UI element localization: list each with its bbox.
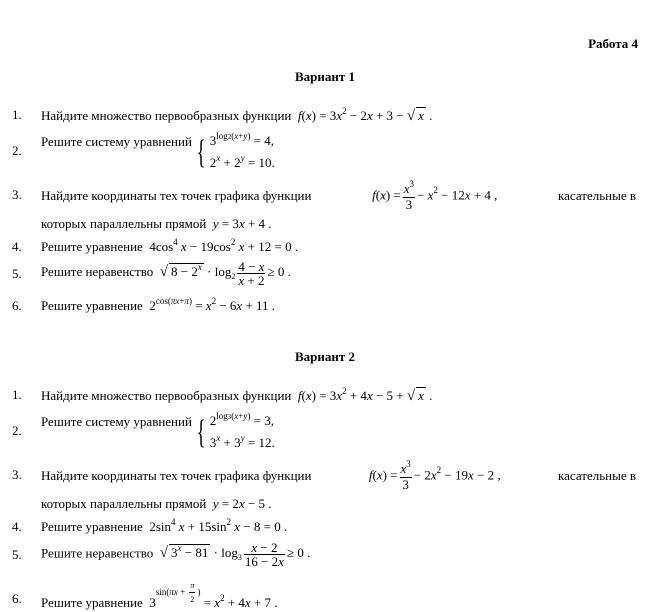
v2-task-3	[12, 458, 640, 511]
task-text: Найдите координаты тех точек графика функции	[41, 188, 312, 203]
task-text: Решите уравнение	[41, 594, 143, 610]
task-number: 2.	[12, 423, 22, 438]
task-text: Найдите множество первообразных функции	[41, 108, 292, 123]
task-formula: $2^{cos(\pi x+\pi)} = x^2 - 6x + 11$ .	[149, 296, 276, 313]
v1-task-5	[12, 260, 640, 288]
variant-1-title: Вариант 1	[294, 69, 356, 84]
task-formula-line2: y = 3x + 4 .	[212, 216, 272, 231]
equation-system: $3^{log2(x+y)} = 4$, $2^x + 2^y = 10$.	[209, 131, 275, 170]
task-formula: $f(x) = 3x^2 + 4x - 5$ + √ x .	[297, 386, 433, 404]
task-text: Решите уравнение	[41, 298, 143, 313]
work-title: Работа 4	[588, 36, 638, 51]
task-number: 1.	[12, 387, 22, 402]
equation-system: $2^{log3(x+y)} = 3$, $3^x + 3^y = 12$.	[209, 411, 275, 450]
system-brace: {	[196, 413, 206, 451]
task-text-line2: которых параллельны прямой	[41, 216, 207, 231]
task-text-tail: касательные в	[558, 188, 636, 203]
v2-task-2	[12, 411, 640, 451]
task-text: Решите неравенство	[41, 264, 154, 280]
task-formula: $2\sin^4$ $x + 15\sin^2$ x − 8 = 0 .	[149, 517, 288, 534]
task-number: 5.	[12, 547, 22, 562]
task-number: 2.	[12, 143, 22, 158]
v1-task-2	[12, 131, 640, 171]
task-text: Решите уравнение	[41, 239, 143, 254]
task-number: 6.	[12, 591, 22, 606]
task-text: Найдите множество первообразных функции	[41, 388, 292, 403]
task-text: Решите систему уравнений	[41, 414, 192, 430]
task-formula: f(x) = $\frac{x^3}{3}$ − $x^2 - 12x + 4$ ,	[372, 178, 498, 212]
task-number: 4.	[12, 519, 22, 534]
task-number: 1.	[12, 107, 22, 122]
task-formula: $4\cos^4$ $x - 19\cos^2$ x + 12 = 0 .	[149, 237, 299, 254]
task-formula: √ $8 - 2^x \cdot \log_2$ $\frac{4 - x}{x + 2}$ ≥ 0 .	[159, 259, 291, 288]
task-number: 4.	[12, 239, 22, 254]
task-text: Решите неравенство	[41, 545, 154, 561]
task-formula: √ $3^x - 81 \cdot \log_3$ $\frac{x - 2}{16 - 2x}$ ≥ 0 .	[159, 540, 311, 569]
task-formula: $3^{sin(\pi x + \frac{\pi}{2} )} = x^2 + 4x + 7$ .	[149, 581, 278, 610]
task-text: Решите уравнение	[41, 519, 143, 534]
task-number: 3.	[12, 187, 22, 202]
v2-task-5	[12, 541, 640, 569]
task-text: Найдите координаты тех точек графика функции	[41, 468, 312, 483]
task-number: 5.	[12, 266, 22, 281]
task-number: 6.	[12, 298, 22, 313]
task-text: Решите систему уравнений	[41, 134, 192, 150]
task-text-tail: касательные в	[558, 468, 636, 483]
task-number: 3.	[12, 467, 22, 482]
variant-2-title: Вариант 2	[294, 349, 356, 364]
system-brace: {	[196, 133, 206, 171]
task-formula: $f(x) = 3x^2 - 2x + 3$ − √ x .	[297, 106, 433, 124]
task-text-line2: которых параллельны прямой	[41, 496, 207, 511]
task-formula-line2: y = 2x − 5 .	[212, 496, 272, 511]
task-formula: f(x) = $\frac{x^3}{3}$ − $2x^2 - 19x - 2$ ,	[368, 458, 501, 492]
v1-task-3	[12, 178, 640, 231]
